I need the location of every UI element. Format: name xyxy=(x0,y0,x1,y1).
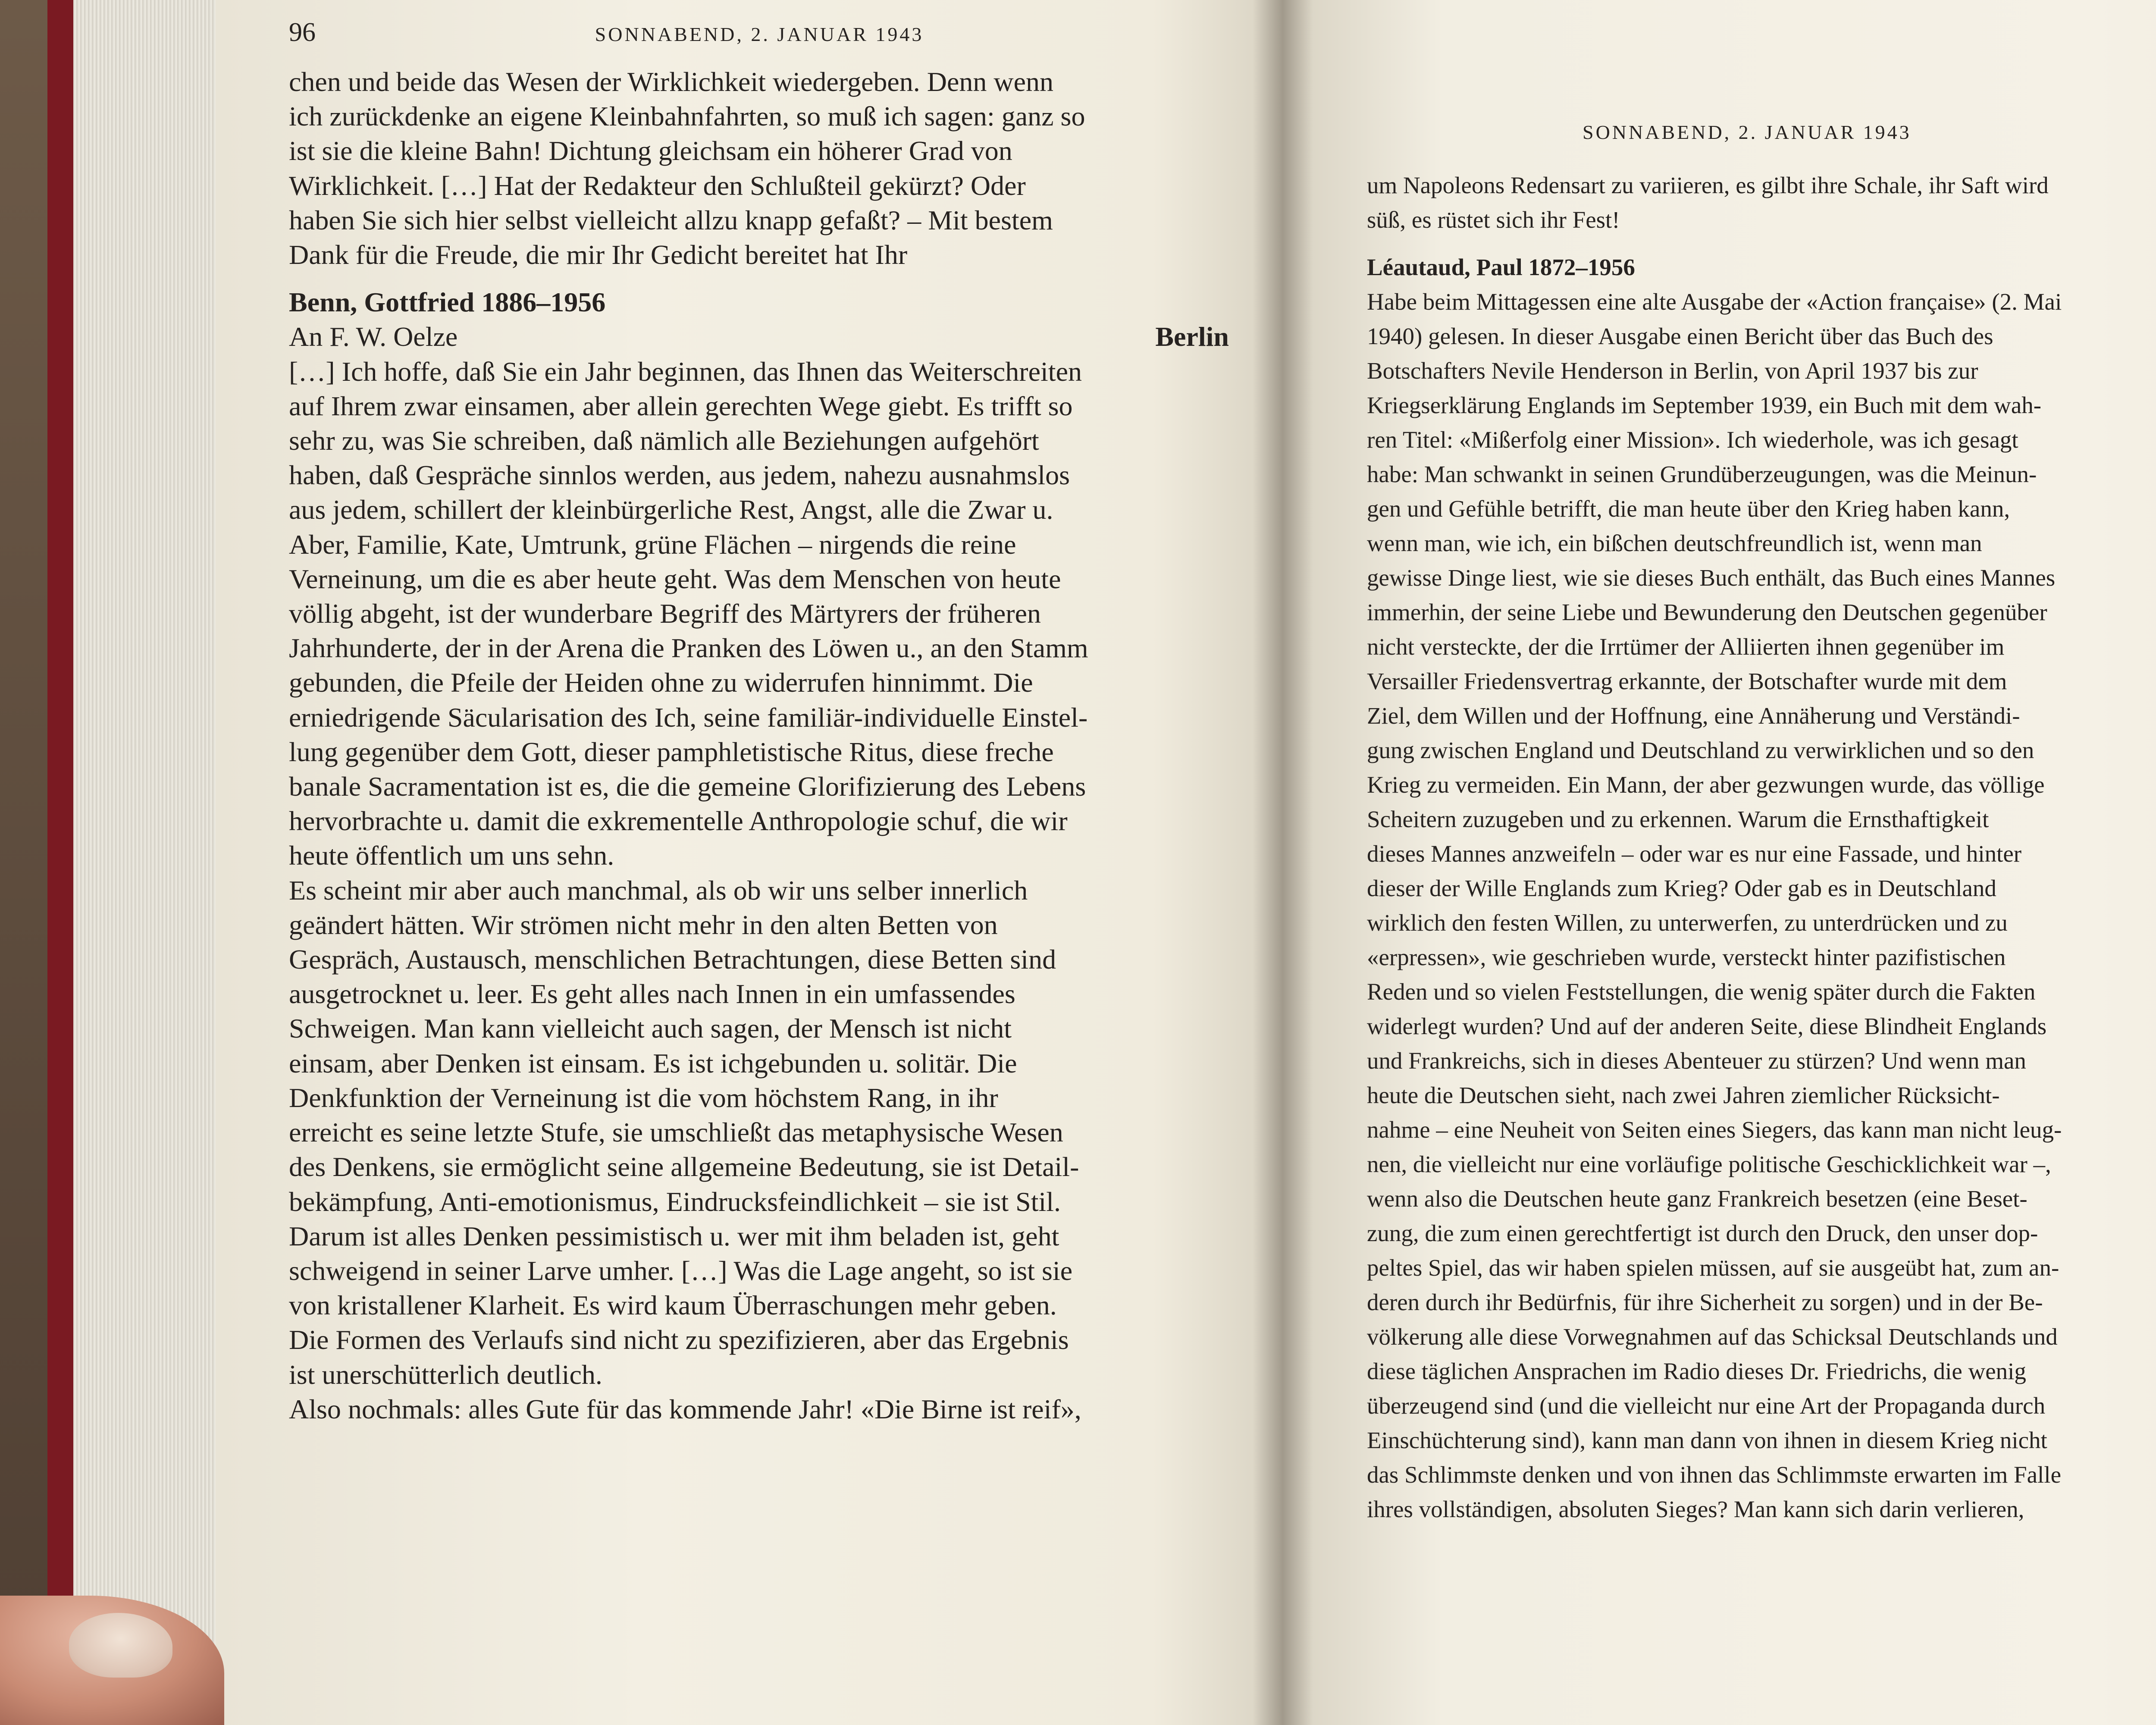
text-line: Krieg zu vermeiden. Ein Mann, der aber gezwungen wurde, das völlige xyxy=(1367,772,2045,798)
text-line: das Schlimmste denken und von ihnen das Schlimmste erwarten im Falle xyxy=(1367,1462,2061,1488)
entry-subheading xyxy=(289,320,1229,354)
text-line: gen und Gefühle betrifft, die man heute über den Krieg haben kann, xyxy=(1367,496,2010,522)
text-line: Darum ist alles Denken pessimistisch u. wer mit ihm beladen ist, geht xyxy=(289,1220,1059,1251)
text-line: völlig abgeht, ist der wunderbare Begriff des Märtyrers der früheren xyxy=(289,598,1041,629)
text-line: zung, die zum einen gerechtfertigt ist durch den Druck, den unser dop- xyxy=(1367,1220,2038,1246)
entry-heading xyxy=(289,285,1229,320)
text-line: «erpressen», wie geschrieben wurde, versteckt hinter pazifistischen xyxy=(1367,944,2006,970)
text-line: haben, daß Gespräche sinnlos werden, aus jedem, nahezu ausnahmslos xyxy=(289,460,1070,491)
text-line: lung gegenüber dem Gott, dieser pamphletistische Ritus, diese freche xyxy=(289,736,1054,767)
left-page-number: 96 xyxy=(289,18,316,47)
entry-author: Léautaud, Paul 1872–1956 xyxy=(1367,254,1635,280)
text-line: ihres vollständigen, absoluten Sieges? Man kann sich darin verlieren, xyxy=(1367,1496,2024,1522)
text-line: und Frankreichs, sich in dieses Abenteuer zu stürzen? Und wenn man xyxy=(1367,1048,2026,1074)
text-line: nicht versteckte, der die Irrtümer der Alliierten ihnen gegenüber im xyxy=(1367,634,2005,660)
right-running-head xyxy=(1367,121,2156,151)
text-line: dieser der Wille Englands zum Krieg? Oder gab es in Deutschland xyxy=(1367,875,1996,901)
text-line: gebunden, die Pfeile der Heiden ohne zu widerrufen hinnimmt. Die xyxy=(289,667,1033,698)
text-line: ren Titel: «Mißerfolg einer Mission». Ich wiederhole, was ich gesagt xyxy=(1367,427,2018,453)
text-line: heute die Deutschen sieht, nach zwei Jahren ziemlicher Rücksicht- xyxy=(1367,1082,2000,1108)
left-page xyxy=(216,0,1281,1725)
text-line: Versailler Friedensvertrag erkannte, der Botschafter wurde mit dem xyxy=(1367,668,2007,694)
right-running-title: SONNABEND, 2. JANUAR 1943 xyxy=(1583,121,1912,143)
text-line: gewisse Dinge liest, wie sie dieses Buch enthält, das Buch eines Mannes xyxy=(1367,565,2056,591)
text-line: banale Sacramentation ist es, die die gemeine Glorifizierung des Lebens xyxy=(289,771,1086,802)
text-line: dieses Mannes anzweifeln – oder war es nur eine Fassade, und hinter xyxy=(1367,841,2022,867)
text-line: ich zurückdenke an eigene Kleinbahnfahrten, so muß ich sagen: ganz so xyxy=(289,101,1085,132)
left-running-title: SONNABEND, 2. JANUAR 1943 xyxy=(595,23,924,45)
text-line: bekämpfung, Anti-emotionismus, Eindrucksfeindlichkeit – sie ist Stil. xyxy=(289,1186,1061,1217)
entry-heading xyxy=(1367,250,2156,285)
text-line: Einschüchterung sind), kann man dann von ihnen in diesem Krieg nicht xyxy=(1367,1427,2047,1453)
text-line: einsam, aber Denken ist einsam. Es ist ichgebunden u. solitär. Die xyxy=(289,1048,1017,1079)
text-line: Es scheint mir aber auch manchmal, als ob wir uns selber innerlich xyxy=(289,875,1028,906)
text-line: Reden und so vielen Feststellungen, die wenig später durch die Fakten xyxy=(1367,979,2036,1005)
text-line: geändert hätten. Wir strömen nicht mehr in den alten Betten von xyxy=(289,909,998,940)
text-line: gung zwischen England und Deutschland zu verwirklichen und so den xyxy=(1367,737,2034,763)
text-line: aus jedem, schillert der kleinbürgerliche Rest, Angst, alle die Zwar u. xyxy=(289,494,1053,525)
text-line: immerhin, der seine Liebe und Bewunderung den Deutschen gegenüber xyxy=(1367,599,2047,625)
text-line: 1940) gelesen. In dieser Ausgabe einen Bericht über das Buch des xyxy=(1367,323,1993,349)
text-line: Denkfunktion der Verneinung ist die vom höchstem Rang, in ihr xyxy=(289,1082,998,1113)
text-line: überzeugend sind (und die vielleicht nur eine Art der Propaganda durch xyxy=(1367,1393,2046,1419)
text-line: Dank für die Freude, die mir Ihr Gedicht bereitet hat Ihr xyxy=(289,239,908,270)
text-line: Schweigen. Man kann vielleicht auch sagen, der Mensch ist nicht xyxy=(289,1013,1012,1044)
text-line: Scheitern zuzugeben und zu erkennen. Warum die Ernsthaftigkeit xyxy=(1367,806,1989,832)
text-line: haben Sie sich hier selbst vielleicht allzu knapp gefaßt? – Mit bestem xyxy=(289,204,1053,235)
left-running-head xyxy=(289,17,1229,47)
text-line: Verneinung, um die es aber heute geht. Was dem Menschen von heute xyxy=(289,563,1061,594)
text-line: Wirklichkeit. […] Hat der Redakteur den Schlußteil gekürzt? Oder xyxy=(289,170,1026,201)
text-line: wirklich den festen Willen, zu unterwerfen, zu unterdrücken und zu xyxy=(1367,910,2008,936)
text-line: Botschafters Nevile Henderson in Berlin, von April 1937 bis zur xyxy=(1367,358,1978,384)
text-line: Kriegserklärung Englands im September 1939, ein Buch mit dem wah- xyxy=(1367,392,2042,418)
text-line: erniedrigende Säcularisation des Ich, seine familiär-individuelle Einstel- xyxy=(289,702,1088,733)
entry-recipient: An F. W. Oelze xyxy=(289,321,458,352)
text-line: diese täglichen Ansprachen im Radio dieses Dr. Friedrichs, die wenig xyxy=(1367,1358,2026,1384)
text-line: von kristallener Klarheit. Es wird kaum Überraschungen mehr geben. xyxy=(289,1290,1057,1321)
text-line: nahme – eine Neuheit von Seiten eines Siegers, das kann man nicht leug- xyxy=(1367,1117,2062,1143)
text-line: hervorbrachte u. damit die exkrementelle Anthropologie schuf, die wir xyxy=(289,806,1068,837)
text-line: Gespräch, Austausch, menschlichen Betrachtungen, diese Betten sind xyxy=(289,944,1056,975)
text-line: ist unerschütterlich deutlich. xyxy=(289,1359,602,1390)
text-line: süß, es rüstet sich ihr Fest! xyxy=(1367,207,1620,233)
text-line: völkerung alle diese Vorwegnahmen auf das Schicksal Deutschlands und xyxy=(1367,1324,2058,1350)
text-line: chen und beide das Wesen der Wirklichkeit wiedergeben. Denn wenn xyxy=(289,66,1054,97)
text-line: um Napoleons Redensart zu variieren, es gilbt ihre Schale, ihr Saft wird xyxy=(1367,172,2049,198)
text-line: Also nochmals: alles Gute für das kommende Jahr! «Die Birne ist reif», xyxy=(289,1393,1081,1424)
text-line: auf Ihrem zwar einsamen, aber allein gerechten Wege giebt. Es trifft so xyxy=(289,390,1073,421)
text-line: Aber, Familie, Kate, Umtrunk, grüne Flächen – nirgends die reine xyxy=(289,529,1016,560)
text-line: Ziel, dem Willen und der Hoffnung, eine Annäherung und Verständi- xyxy=(1367,703,2020,729)
text-line: peltes Spiel, das wir haben spielen müssen, auf sie ausgeübt hat, zum an- xyxy=(1367,1255,2059,1281)
text-line: wenn also die Deutschen heute ganz Frankreich besetzen (eine Beset- xyxy=(1367,1186,2028,1212)
right-page-text xyxy=(1367,168,2156,1527)
text-line: wenn man, wie ich, ein bißchen deutschfreundlich ist, wenn man xyxy=(1367,530,1982,556)
text-line: sehr zu, was Sie schreiben, daß nämlich alle Beziehungen aufgehört xyxy=(289,425,1039,456)
text-line: heute öffentlich um uns sehn. xyxy=(289,840,614,871)
text-line: Jahrhunderte, der in der Arena die Pranken des Löwen u., an den Stamm xyxy=(289,633,1088,664)
text-line: ist sie die kleine Bahn! Dichtung gleichsam ein höherer Grad von xyxy=(289,135,1012,166)
text-line: habe: Man schwankt in seinen Grundüberzeugungen, was die Meinun- xyxy=(1367,461,2037,487)
text-line: widerlegt wurden? Und auf der anderen Seite, diese Blindheit Englands xyxy=(1367,1013,2047,1039)
text-line: nen, die vielleicht nur eine vorläufige politische Geschicklichkeit war –, xyxy=(1367,1151,2051,1177)
text-line: deren durch ihr Bedürfnis, für ihre Sicherheit zu sorgen) und in der Be- xyxy=(1367,1289,2043,1315)
text-line: Habe beim Mittagessen eine alte Ausgabe der «Action française» (2. Mai xyxy=(1367,289,2062,315)
text-line: ausgetrocknet u. leer. Es geht alles nach Innen in ein umfassendes xyxy=(289,979,1015,1010)
text-line: des Denkens, sie ermöglicht seine allgemeine Bedeutung, sie ist Detail- xyxy=(289,1151,1079,1182)
entry-place: Berlin xyxy=(1155,321,1229,352)
text-line: Die Formen des Verlaufs sind nicht zu spezifizieren, aber das Ergebnis xyxy=(289,1324,1069,1355)
text-line: erreicht es seine letzte Stufe, sie umschließt das metaphysische Wesen xyxy=(289,1117,1063,1148)
right-page xyxy=(1281,0,2156,1725)
text-line: schweigend in seiner Larve umher. […] Was die Lage angeht, so ist sie xyxy=(289,1255,1073,1286)
left-page-text xyxy=(289,65,1229,1427)
entry-author: Benn, Gottfried 1886–1956 xyxy=(289,287,606,318)
book-gutter xyxy=(1253,0,1313,1725)
text-line: […] Ich hoffe, daß Sie ein Jahr beginnen, das Ihnen das Weiterschreiten xyxy=(289,356,1082,387)
